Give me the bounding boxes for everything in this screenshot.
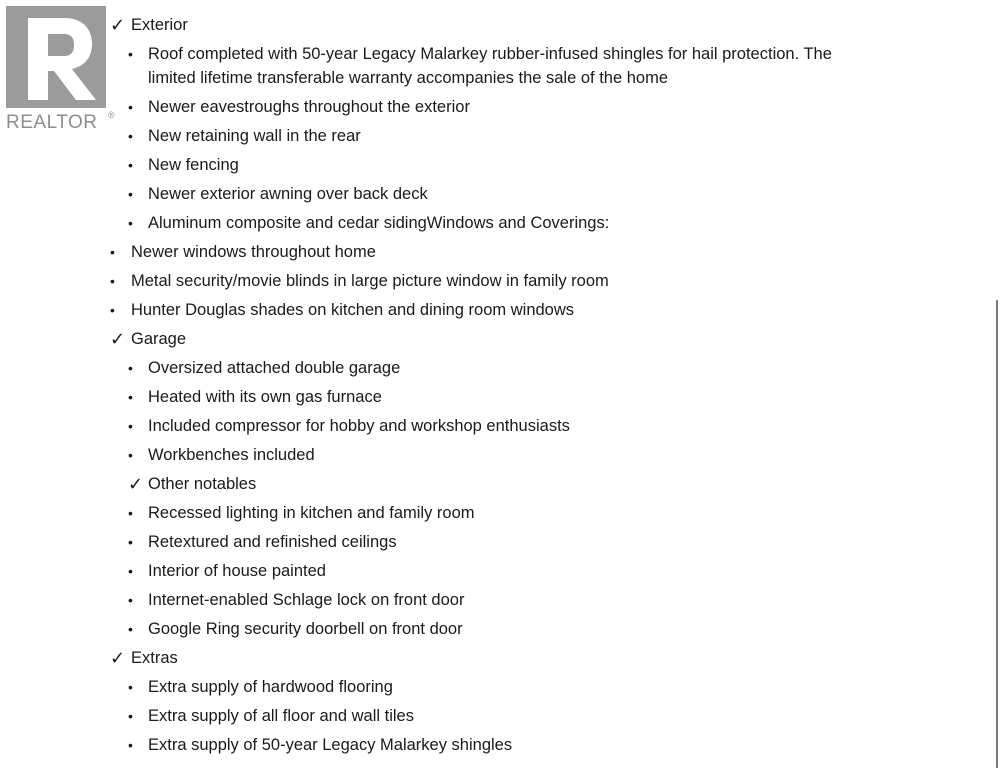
list-item-text: Metal security/movie blinds in large picture window in family room bbox=[131, 272, 609, 290]
checkmark-icon: ✓ bbox=[110, 329, 126, 349]
bullet-icon: • bbox=[128, 563, 133, 579]
bullet-icon: • bbox=[128, 737, 133, 753]
list-item-text: Workbenches included bbox=[148, 446, 315, 464]
bullet-icon: • bbox=[128, 708, 133, 724]
list-item-text: limited lifetime transferable warranty accompanies the sale of the home bbox=[148, 69, 668, 87]
bullet-icon: • bbox=[128, 534, 133, 550]
bullet-icon: • bbox=[128, 505, 133, 521]
checkmark-icon: ✓ bbox=[128, 474, 144, 494]
bullet-icon: • bbox=[110, 244, 115, 260]
bullet-icon: • bbox=[128, 418, 133, 434]
bullet-icon: • bbox=[128, 215, 133, 231]
bullet-icon: • bbox=[128, 157, 133, 173]
bullet-icon: • bbox=[128, 679, 133, 695]
list-item-text: Extra supply of hardwood flooring bbox=[148, 678, 393, 696]
bullet-icon: • bbox=[128, 46, 133, 62]
list-item-text: Extra supply of all floor and wall tiles bbox=[148, 707, 414, 725]
checkmark-icon: ✓ bbox=[110, 15, 126, 35]
list-item-text: Newer exterior awning over back deck bbox=[148, 185, 428, 203]
bullet-icon: • bbox=[110, 302, 115, 318]
bullet-icon: • bbox=[128, 389, 133, 405]
list-item-text: Heated with its own gas furnace bbox=[148, 388, 382, 406]
list-item-text: New fencing bbox=[148, 156, 239, 174]
bullet-icon: • bbox=[128, 592, 133, 608]
registered-mark: ® bbox=[108, 110, 115, 120]
list-item-text: Aluminum composite and cedar sidingWindows and Coverings: bbox=[148, 214, 610, 232]
list-item-text: Hunter Douglas shades on kitchen and dining room windows bbox=[131, 301, 575, 319]
list-item-text: Internet-enabled Schlage lock on front door bbox=[148, 591, 465, 609]
list-item-text: Extra supply of 50-year Legacy Malarkey shingles bbox=[148, 736, 513, 754]
list-item-text: Google Ring security doorbell on front door bbox=[148, 620, 463, 638]
realtor-r-mark-icon bbox=[6, 6, 106, 108]
bullet-icon: • bbox=[128, 128, 133, 144]
list-item-text: Recessed lighting in kitchen and family room bbox=[148, 504, 475, 522]
list-item-text: Newer windows throughout home bbox=[131, 243, 376, 261]
realtor-wordmark: REALTOR bbox=[6, 112, 98, 133]
bullet-icon: • bbox=[128, 186, 133, 202]
bullet-icon: • bbox=[128, 360, 133, 376]
list-item-text: Retextured and refinished ceilings bbox=[148, 533, 397, 551]
list-item-text: Oversized attached double garage bbox=[148, 359, 401, 377]
list-item-text: Roof completed with 50-year Legacy Malarkey rubber-infused shingles for hail protection. The bbox=[148, 45, 832, 63]
list-item-text: Garage bbox=[131, 330, 187, 348]
checkmark-icon: ✓ bbox=[110, 648, 126, 668]
vertical-scrollbar[interactable] bbox=[996, 300, 998, 768]
list-item-text: Newer eavestroughs throughout the exterior bbox=[148, 98, 470, 116]
bullet-icon: • bbox=[128, 99, 133, 115]
realtor-logo bbox=[6, 6, 116, 136]
list-item-text: Interior of house painted bbox=[148, 562, 326, 580]
bullet-icon: • bbox=[128, 447, 133, 463]
list-item-text: Other notables bbox=[148, 475, 257, 493]
list-item-text: Extras bbox=[131, 649, 178, 667]
bullet-icon: • bbox=[128, 621, 133, 637]
bullet-icon: • bbox=[110, 273, 115, 289]
list-item-text: Included compressor for hobby and workshop enthusiasts bbox=[148, 417, 570, 435]
list-item-text: New retaining wall in the rear bbox=[148, 127, 361, 145]
list-item-text: Exterior bbox=[131, 16, 188, 34]
